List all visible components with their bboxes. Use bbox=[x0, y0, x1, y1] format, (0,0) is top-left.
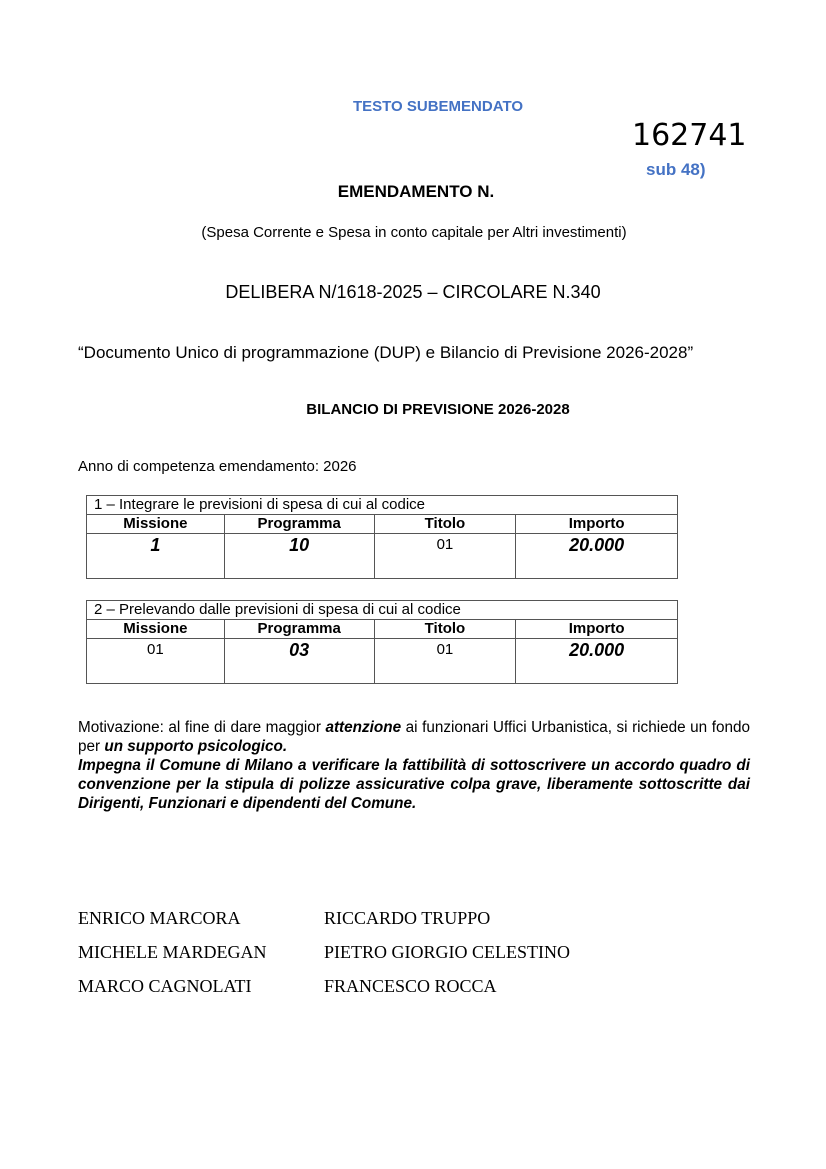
signer-name: MICHELE MARDEGAN bbox=[78, 942, 267, 962]
bilancio-heading: BILANCIO DI PREVISIONE 2026-2028 bbox=[306, 401, 570, 418]
missione-cell: 1 bbox=[87, 534, 225, 579]
spesa-subtitle: (Spesa Corrente e Spesa in conto capitale per Altri investimenti) bbox=[201, 224, 627, 241]
importo-cell: 20.000 bbox=[516, 639, 678, 684]
status-label: TESTO SUBEMENDATO bbox=[352, 98, 524, 115]
table-header-row bbox=[87, 515, 678, 534]
table-header-row bbox=[87, 620, 678, 639]
table-row bbox=[87, 534, 678, 579]
table-integrare bbox=[86, 495, 678, 579]
sub-number: sub 48) bbox=[646, 160, 706, 179]
dup-title: “Documento Unico di programmazione (DUP) e Bilancio di Previsione 2026-2028” bbox=[78, 343, 694, 362]
column-header: Missione bbox=[87, 620, 225, 639]
signer-name: FRANCESCO ROCCA bbox=[324, 976, 497, 996]
column-header: Programma bbox=[224, 620, 374, 639]
signer-row bbox=[78, 942, 678, 976]
table-caption: 2 – Prelevando dalle previsioni di spesa di cui al codice bbox=[87, 601, 678, 620]
signer-row bbox=[78, 976, 678, 1010]
titolo-cell: 01 bbox=[374, 534, 516, 579]
signer-name: MARCO CAGNOLATI bbox=[78, 976, 252, 996]
importo-cell: 20.000 bbox=[516, 534, 678, 579]
column-header: Importo bbox=[516, 620, 678, 639]
titolo-cell: 01 bbox=[374, 639, 516, 684]
motivazione-emphasis: attenzione bbox=[325, 719, 402, 736]
document-number: 162741 bbox=[632, 118, 747, 153]
motivazione-paragraph bbox=[78, 718, 750, 813]
table-caption: 1 – Integrare le previsioni di spesa di cui al codice bbox=[87, 496, 678, 515]
motivazione-text: ai funzionari Uffici Urbanistica, si richiede un fondo per bbox=[78, 719, 751, 755]
motivazione-emphasis: un supporto psicologico. bbox=[104, 738, 288, 755]
amendment-title: EMENDAMENTO N. bbox=[337, 182, 495, 201]
programma-cell: 10 bbox=[224, 534, 374, 579]
signer-name: PIETRO GIORGIO CELESTINO bbox=[324, 942, 570, 962]
signer-name: RICCARDO TRUPPO bbox=[324, 908, 491, 928]
column-header: Programma bbox=[224, 515, 374, 534]
motivazione-text: Motivazione: al fine di dare maggior bbox=[78, 719, 326, 736]
signer-name: ENRICO MARCORA bbox=[78, 908, 241, 928]
missione-cell: 01 bbox=[87, 639, 225, 684]
table-row bbox=[87, 639, 678, 684]
signers-list bbox=[78, 908, 678, 1010]
anno-competenza: Anno di competenza emendamento: 2026 bbox=[78, 458, 357, 475]
table-prelevando bbox=[86, 600, 678, 684]
impegno-text: Impegna il Comune di Milano a verificare la fattibilità di sottoscrivere un accordo quadro di convenzione per la stipula di polizze assicurative colpa grave, liberamente sottoscritte dai Dirigenti, Funzionari e dipendenti del Comune. bbox=[78, 757, 750, 812]
column-header: Titolo bbox=[374, 620, 516, 639]
delibera-line: DELIBERA N/1618-2025 – CIRCOLARE N.340 bbox=[225, 282, 601, 302]
column-header: Titolo bbox=[374, 515, 516, 534]
programma-cell: 03 bbox=[224, 639, 374, 684]
column-header: Importo bbox=[516, 515, 678, 534]
column-header: Missione bbox=[87, 515, 225, 534]
signer-row bbox=[78, 908, 678, 942]
